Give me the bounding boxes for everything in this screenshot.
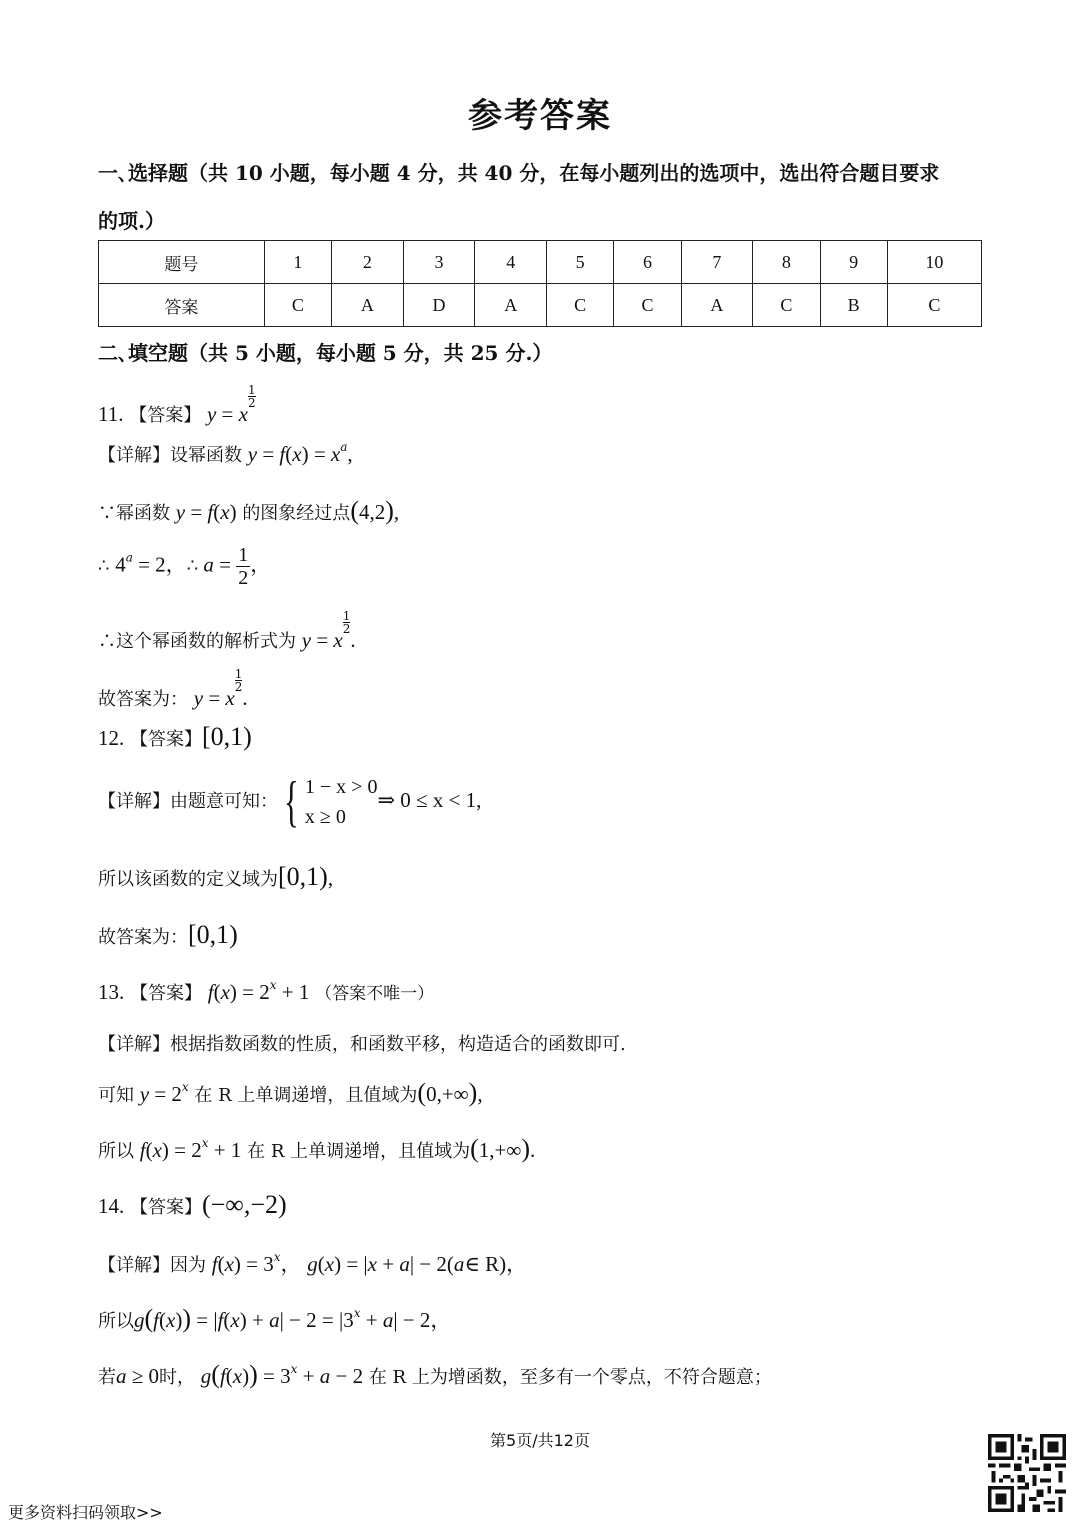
table-cell: D bbox=[403, 284, 475, 327]
q12-answer-line bbox=[98, 722, 252, 752]
more-resources-link[interactable]: 更多资料扫码领取>> bbox=[8, 1503, 163, 1522]
q11-detail-3: ∴ $4^a = 2$，∴ a = $\frac{1}{2}$ ， bbox=[98, 544, 272, 589]
q14-detail-3: 若a ≥ 0时， $g(f(x)) = 3^x + a - 2$ 在 R 上为增函数，至多有一个零点，不符合题意； bbox=[98, 1360, 772, 1389]
q14-detail-text: 因为 bbox=[170, 1255, 206, 1276]
table-cell: A bbox=[332, 284, 404, 327]
q12-answer-value: [0,1) bbox=[188, 920, 238, 949]
table-row-numbers bbox=[99, 241, 982, 284]
q13-detail-3: 所以 $f(x) = 2^x + 1$ 在 R 上单调递增，且值域为(1,+∞). bbox=[98, 1134, 536, 1163]
table-cell: 8 bbox=[753, 241, 820, 284]
q13-detail-2: 可知 $y = 2^x$ 在 R 上单调递增，且值域为(0,+∞), bbox=[98, 1078, 483, 1107]
q14-text: 时， bbox=[159, 1367, 196, 1388]
q14-detail-tag: 【详解】 bbox=[98, 1255, 170, 1276]
q12-answer-tag: 【答案】 bbox=[129, 729, 202, 750]
table-cell: 6 bbox=[614, 241, 681, 284]
q14-answer-value: (−∞,−2) bbox=[201, 1190, 287, 1219]
q11-detail-tag: 【详解】 bbox=[98, 445, 170, 466]
q11-number: 11. bbox=[98, 402, 124, 426]
q13-text: 所以 bbox=[98, 1141, 134, 1162]
q12-detail-1: 【详解】由题意可知： { 1 − x > 0 x ≥ 0 ⇒ 0 ≤ x < 1, bbox=[98, 771, 482, 833]
q13-detail-text: 根据指数函数的性质，和函数平移，构造适合的函数即可. bbox=[170, 1034, 626, 1055]
q12-detail-3 bbox=[98, 920, 238, 950]
q13-text: 在 R 上单调递增，且值域为 bbox=[247, 1141, 471, 1162]
q13-answer-line: 13. 【答案】 $f(x) = 2^x + 1$ （答案不唯一） bbox=[98, 978, 435, 1004]
table-cell: 3 bbox=[403, 241, 475, 284]
q12-detail-2: 所以该函数的定义域为[0,1), bbox=[98, 862, 334, 891]
section1-heading-line1: 一､选择题（共 10 小题，每小题 4 分，共 40 分，在每小题列出的选项中，选出符合题目要求 bbox=[98, 161, 940, 185]
q12-system-row: 1 − x > 0 bbox=[304, 776, 378, 798]
q11-answer-tag: 【答案】 bbox=[129, 405, 202, 426]
table-cell: C bbox=[614, 284, 681, 327]
q11-detail-1: 【详解】设幂函数 $y = f(x) = x^a$, bbox=[98, 440, 353, 466]
table-cell: C bbox=[264, 284, 331, 327]
q11-text: ∴ bbox=[98, 555, 110, 577]
q14-answer-line bbox=[98, 1190, 287, 1220]
table-cell: C bbox=[887, 284, 981, 327]
table-cell: C bbox=[753, 284, 820, 327]
table-cell: 1 bbox=[264, 241, 331, 284]
q13-detail-tag: 【详解】 bbox=[98, 1034, 170, 1055]
q11-detail-text: 设幂函数 bbox=[170, 445, 242, 466]
q14-text: 在 R 上为增函数，至多有一个零点，不符合题意； bbox=[368, 1367, 772, 1388]
q12-answer-value: [0,1) bbox=[201, 722, 252, 751]
q11-text: ∵幂函数 bbox=[98, 503, 170, 524]
answer-table bbox=[98, 240, 982, 327]
q11-text: ∴这个幂函数的解析式为 bbox=[98, 631, 296, 652]
page-footer: 第5页/共12页 bbox=[490, 1431, 590, 1450]
table-row-answers bbox=[99, 284, 982, 327]
q11-answer-line: 11. 【答案】 y = x $\frac{1}{2}$ bbox=[98, 383, 256, 426]
q12-system-row: x ≥ 0 bbox=[304, 806, 346, 828]
q11-text: ∴ bbox=[186, 555, 199, 577]
q13-text: 在 R 上单调递增，且值域为 bbox=[194, 1085, 418, 1106]
table-cell: 10 bbox=[887, 241, 981, 284]
q12-number: 12. bbox=[98, 726, 125, 750]
q11-detail-5: 故答案为： y = x $\frac{1}{2}$ . bbox=[98, 667, 248, 710]
q12-text: 故答案为： bbox=[98, 927, 188, 948]
q14-detail-1: 【详解】因为 $f(x) = 3^x$， g(x) = |x + a| − 2(a∈ R)， bbox=[98, 1250, 528, 1276]
table-header-cell: 题号 bbox=[99, 241, 265, 284]
q12-result: ⇒ 0 ≤ x < 1 bbox=[377, 788, 477, 812]
q12-detail-text: 由题意可知： bbox=[170, 791, 278, 812]
q14-answer-tag: 【答案】 bbox=[129, 1197, 202, 1218]
q13-text: 可知 bbox=[98, 1085, 134, 1106]
table-cell: 9 bbox=[820, 241, 887, 284]
table-cell: 7 bbox=[681, 241, 753, 284]
table-cell: 5 bbox=[547, 241, 614, 284]
q11-text: 故答案为： bbox=[98, 689, 188, 710]
table-cell: A bbox=[681, 284, 753, 327]
table-cell: 4 bbox=[475, 241, 547, 284]
q14-text: 若 bbox=[98, 1367, 116, 1388]
q13-detail-1 bbox=[98, 1030, 626, 1056]
page-title: 参考答案 bbox=[468, 96, 612, 136]
q12-detail-tag: 【详解】 bbox=[98, 791, 170, 812]
q13-answer-tag: 【答案】 bbox=[129, 983, 202, 1004]
table-cell: A bbox=[475, 284, 547, 327]
q14-number: 14. bbox=[98, 1194, 125, 1218]
table-header-cell: 答案 bbox=[99, 284, 265, 327]
q12-text: 所以该函数的定义域为 bbox=[98, 869, 278, 890]
q13-number: 13. bbox=[98, 980, 125, 1004]
q11-detail-2: ∵幂函数 y = f(x) 的图象经过点(4,2), bbox=[98, 496, 400, 525]
section2-heading: 二､填空题（共 5 小题，每小题 5 分，共 25 分.） bbox=[98, 341, 553, 365]
q11-detail-4: ∴这个幂函数的解析式为 y = x $\frac{1}{2}$ . bbox=[98, 609, 356, 652]
q14-text: 所以 bbox=[98, 1311, 134, 1332]
q13-note: （答案不唯一） bbox=[315, 984, 435, 1004]
section1-heading-line2: 的项.） bbox=[98, 209, 165, 233]
q14-detail-2: 所以$g(f(x)) = |f(x) + a| - 2 = |3^x + a| - 2$， bbox=[98, 1304, 452, 1333]
q11-text: 的图象经过点 bbox=[242, 503, 351, 524]
table-cell: 2 bbox=[332, 241, 404, 284]
q12-answer-value: [0,1) bbox=[278, 862, 328, 891]
table-cell: B bbox=[820, 284, 887, 327]
qr-code-icon[interactable] bbox=[988, 1434, 1066, 1512]
table-cell: C bbox=[547, 284, 614, 327]
